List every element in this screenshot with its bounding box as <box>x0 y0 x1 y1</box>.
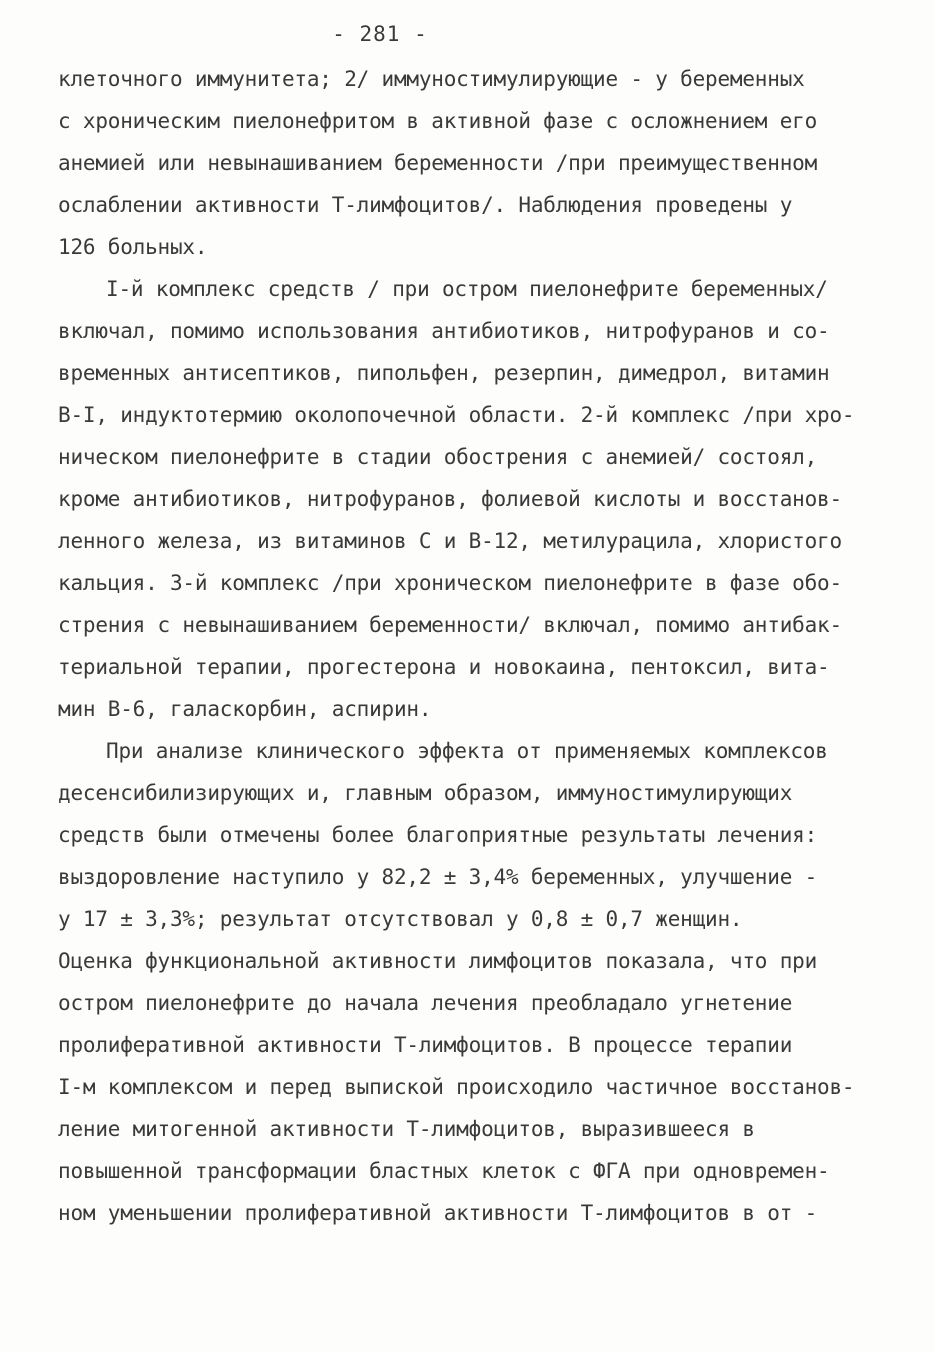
text-line: анемией или невынашиванием беременности /при преимущественном <box>58 151 818 175</box>
text-line: клеточного иммунитета; 2/ иммуностимулирующие - у беременных <box>58 67 805 91</box>
text-line: с хроническим пиелонефритом в активной фазе с осложнением его <box>58 109 818 133</box>
text-line: ном уменьшении пролиферативной активности Т-лимфоцитов в от - <box>58 1201 818 1225</box>
text-line: ническом пиелонефрите в стадии обострения с анемией/ состоял, <box>58 445 818 469</box>
text-line: пролиферативной активности Т-лимфоцитов. В процессе терапии <box>58 1033 793 1057</box>
page-number: - 281 - <box>332 22 428 46</box>
body-text <box>58 58 878 1234</box>
text-line: ление митогенной активности Т-лимфоцитов, выразившееся в <box>58 1117 755 1141</box>
text-line: временных антисептиков, пипольфен, резерпин, димедрол, витамин <box>58 361 830 385</box>
text-line: стрения с невынашиванием беременности/ включал, помимо антибак- <box>58 613 842 637</box>
text-line: выздоровление наступило у 82,2 ± 3,4% беременных, улучшение - <box>58 865 818 889</box>
text-line: включал, помимо использования антибиотиков, нитрофуранов и со- <box>58 319 830 343</box>
paragraph-first-line: I-й комплекс средств / при остром пиелонефрите беременных/ <box>106 277 828 301</box>
text-line: остром пиелонефрите до начала лечения преобладало угнетение <box>58 991 793 1015</box>
text-line: мин В-6, галаскорбин, аспирин. <box>58 697 432 721</box>
text-line: у 17 ± 3,3%; результат отсутствовал у 0,8 ± 0,7 женщин. <box>58 907 743 931</box>
text-line: кроме антибиотиков, нитрофуранов, фолиевой кислоты и восстанов- <box>58 487 842 511</box>
text-line: I-м комплексом и перед выпиской происходило частичное восстанов- <box>58 1075 855 1099</box>
text-line: Оценка функциональной активности лимфоцитов показала, что при <box>58 949 818 973</box>
paragraph-first-line: При анализе клинического эффекта от применяемых комплексов <box>106 739 828 763</box>
text-line: ленного железа, из витаминов С и В-12, метилурацила, хлористого <box>58 529 842 553</box>
text-line: повышенной трансформации бластных клеток с ФГА при одновремен- <box>58 1159 830 1183</box>
text-line: кальция. 3-й комплекс /при хроническом пиелонефрите в фазе обо- <box>58 571 842 595</box>
text-line: В-I, индуктотермию околопочечной области. 2-й комплекс /при хро- <box>58 403 855 427</box>
text-line: 126 больных. <box>58 235 208 259</box>
text-line: ослаблении активности Т-лимфоцитов/. Наблюдения проведены у <box>58 193 793 217</box>
text-line: средств были отмечены более благоприятные результаты лечения: <box>58 823 818 847</box>
text-line: десенсибилизирующих и, главным образом, иммуностимулирующих <box>58 781 793 805</box>
text-line: териальной терапии, прогестерона и новокаина, пентоксил, вита- <box>58 655 830 679</box>
